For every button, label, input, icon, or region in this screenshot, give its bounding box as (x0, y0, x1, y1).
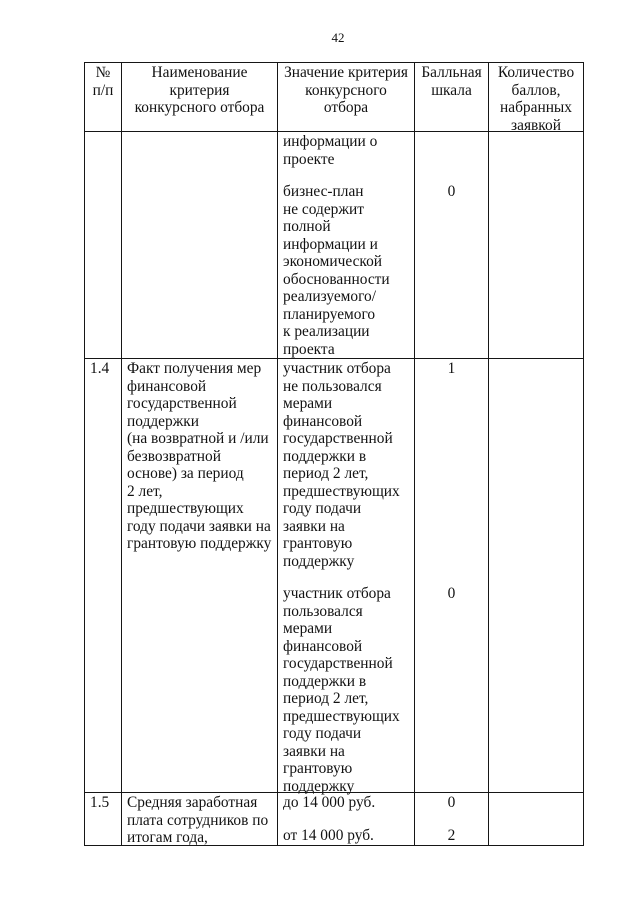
criterion-line: безвозвратной (127, 447, 221, 465)
criterion-line: грантовую поддержку (127, 535, 272, 552)
row-number: 1.5 (90, 794, 110, 811)
header-criterion-line: Наименование (151, 64, 248, 81)
criteria-table (84, 62, 584, 846)
header-number-line: № (95, 64, 111, 81)
header-criterion-line: конкурсного отбора (134, 99, 265, 116)
score-cell (414, 358, 489, 793)
criterion-option (283, 827, 411, 845)
score-cell (414, 131, 489, 359)
criterion-option (283, 133, 411, 168)
score-value: 0 (447, 183, 456, 200)
option-line: проекта (283, 340, 335, 358)
criterion-cell (121, 358, 278, 793)
header-points-line: набранных (500, 99, 572, 116)
option-line: полной (283, 218, 331, 235)
option-line: период 2 лет, (283, 690, 369, 707)
criterion-option (283, 794, 411, 812)
option-line: экономической (283, 253, 383, 270)
header-number-cell (84, 62, 122, 132)
option-line: реализуемого/ (283, 288, 377, 305)
criterion-line: государственной (127, 395, 237, 412)
option-line: предшествующих (283, 707, 400, 725)
criterion-line: году подачи заявки на (127, 517, 271, 535)
option-line: пользовался (283, 602, 363, 620)
score-value: 2 (447, 826, 456, 844)
option-line: не пользовался (283, 377, 382, 395)
row-number: 1.4 (90, 360, 110, 377)
option-line: информации и (283, 235, 378, 253)
option-line: не содержит (283, 200, 364, 218)
criterion-line: предшествующих (127, 500, 244, 517)
criterion-cell (121, 131, 278, 359)
option-line: планируемого (283, 305, 376, 323)
score-value: 0 (447, 585, 456, 602)
option-line: до 14 000 руб. (283, 794, 376, 811)
option-line: заявки на (283, 517, 345, 535)
option-line: государственной (283, 655, 393, 672)
header-value-line: Значение критерия (284, 64, 408, 81)
option-line: обоснованности (283, 270, 390, 288)
points-cell (488, 358, 584, 793)
option-line: финансовой (283, 412, 363, 430)
criterion-value-cell (277, 358, 415, 793)
criterion-line: основе) за период (127, 465, 244, 482)
option-line: мерами (283, 620, 333, 637)
criterion-line: (на возвратной и /или (127, 430, 269, 447)
header-number-line: п/п (92, 81, 114, 99)
score-slot (416, 360, 487, 570)
option-line: период 2 лет, (283, 465, 369, 482)
option-line: году подачи (283, 725, 362, 742)
option-line: информации о (283, 133, 378, 150)
header-scale-cell (414, 62, 489, 132)
option-line: грантовую (283, 535, 353, 552)
option-line: государственной (283, 430, 393, 447)
criterion-option (283, 585, 411, 795)
criterion-line: поддержки (127, 412, 200, 430)
header-criterion-line: критерия (169, 81, 230, 99)
header-points-line: заявкой (511, 116, 561, 134)
option-line: мерами (283, 395, 333, 412)
criterion-option (283, 183, 411, 358)
criterion-line: финансовой (127, 377, 207, 395)
row-number-cell (84, 358, 122, 793)
criterion-line: 2 лет, (127, 482, 163, 500)
option-line: поддержки в (283, 672, 367, 690)
criterion-option (283, 360, 411, 570)
header-scale-line: Балльная (421, 64, 482, 81)
option-line: участник отбора (283, 585, 391, 602)
header-scale-line: шкала (431, 81, 472, 99)
row-number-cell (84, 131, 122, 359)
option-line: предшествующих (283, 482, 400, 500)
criterion-line: итогам года, (127, 829, 208, 846)
score-value: 1 (447, 360, 456, 377)
criterion-value-cell (277, 131, 415, 359)
points-cell (488, 792, 584, 846)
score-slot (416, 585, 487, 795)
option-line: заявки на (283, 742, 345, 760)
row-number-cell (84, 792, 122, 846)
score-slot (416, 794, 487, 812)
header-value-line: конкурсного (305, 81, 387, 99)
option-line: поддержки в (283, 447, 367, 465)
header-points-cell (488, 62, 584, 132)
score-slot (416, 133, 487, 168)
header-criterion-cell (121, 62, 278, 132)
option-line: проекте (283, 150, 335, 168)
criterion-value-cell (277, 792, 415, 846)
option-line: грантовую (283, 760, 353, 777)
criterion-line: Факт получения мер (127, 360, 262, 377)
header-value-cell (277, 62, 415, 132)
header-points-line: Количество (497, 64, 575, 81)
option-line: поддержку (283, 777, 355, 795)
page-number: 42 (331, 30, 345, 45)
option-line: финансовой (283, 637, 363, 655)
option-line: бизнес-план (283, 183, 364, 200)
score-slot (416, 827, 487, 845)
criterion-cell (121, 792, 278, 846)
header-value-line: отбора (323, 99, 369, 116)
option-line: от 14 000 руб. (283, 826, 374, 844)
score-value: 0 (447, 794, 456, 811)
criterion-line: плата сотрудников по (127, 811, 269, 829)
option-line: участник отбора (283, 360, 391, 377)
header-points-line: баллов, (511, 81, 561, 99)
criterion-line: Средняя заработная (127, 794, 258, 811)
points-cell (488, 131, 584, 359)
option-line: к реализации (283, 323, 370, 340)
score-cell (414, 792, 489, 846)
option-line: поддержку (283, 552, 355, 570)
option-line: году подачи (283, 500, 362, 517)
score-slot (416, 183, 487, 358)
